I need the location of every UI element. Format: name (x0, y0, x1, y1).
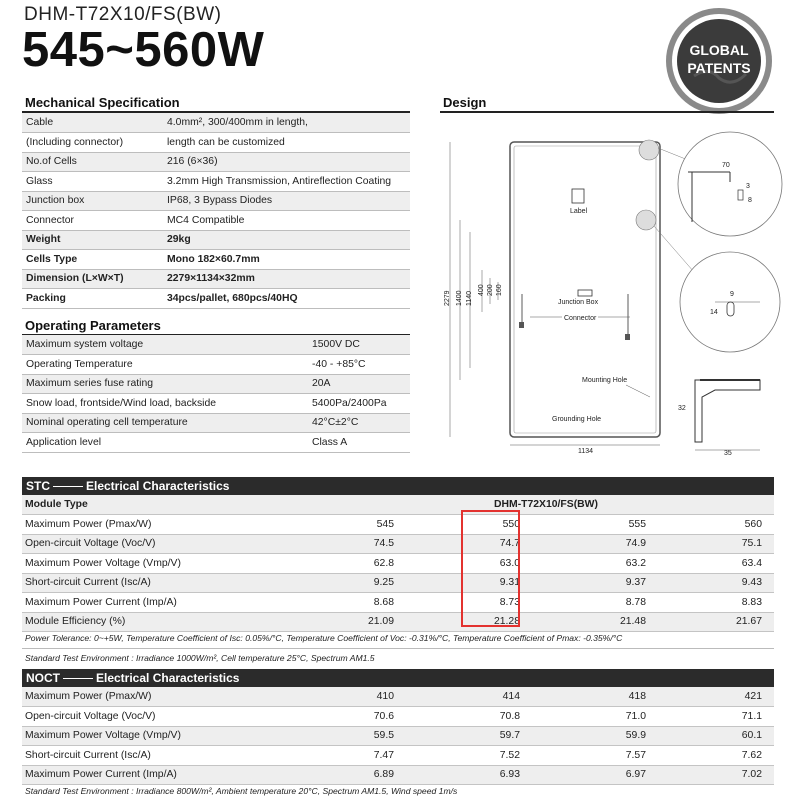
noct-val: 6.89 (208, 765, 394, 785)
stc-note-environment: Standard Test Environment : Irradiance 1000W/m², Cell temperature 25°C, Spectrum AM1.5 (25, 653, 375, 663)
noct-row (22, 765, 774, 785)
spec-row (22, 289, 410, 309)
spec-label: Connector (22, 211, 163, 231)
mounting-hole-label: Mounting Hole (582, 377, 628, 384)
operating-params-table (22, 335, 410, 453)
param-row (22, 433, 410, 453)
stc-val: 74.9 (520, 534, 646, 554)
noct-row (22, 707, 774, 727)
dim-200: 200 (487, 284, 494, 296)
noct-title: Electrical Characteristics (96, 671, 240, 685)
param-value: 1500V DC (308, 335, 410, 355)
stc-row (22, 534, 774, 554)
param-row (22, 355, 410, 375)
stc-row (22, 612, 774, 632)
spec-row (22, 211, 410, 231)
stc-heading-bar (22, 477, 774, 495)
dim-1140: 1140 (466, 290, 473, 306)
param-label: Nominal operating cell temperature (22, 413, 308, 433)
detail-35: 35 (724, 450, 732, 457)
stc-val: 74.7 (394, 534, 520, 554)
stc-val: 560 (646, 515, 774, 535)
param-value: 5400Pa/2400Pa (308, 394, 410, 414)
stc-val: 74.5 (208, 534, 394, 554)
noct-val: 7.62 (646, 746, 774, 766)
stc-val: 8.68 (208, 593, 394, 613)
spec-value: Mono 182×60.7mm (163, 250, 410, 270)
operating-params-heading: Operating Parameters (25, 318, 161, 333)
detail-9: 9 (730, 291, 734, 298)
noct-label: Maximum Power Current (Imp/A) (22, 765, 208, 785)
param-value: 20A (308, 374, 410, 394)
noct-val: 60.1 (646, 726, 774, 746)
stc-val: 63.0 (394, 554, 520, 574)
grounding-hole-label: Grounding Hole (552, 416, 602, 423)
connector-label: Connector (564, 315, 597, 322)
module-type-row (22, 495, 774, 515)
stc-val: 8.78 (520, 593, 646, 613)
stc-label: Maximum Power (Pmax/W) (22, 515, 208, 535)
module-outline (510, 142, 660, 437)
stc-val: 9.43 (646, 573, 774, 593)
noct-dash (63, 678, 93, 679)
stc-table (22, 495, 774, 632)
stc-note-rule (22, 648, 774, 649)
spec-value: IP68, 3 Bypass Diodes (163, 191, 410, 211)
param-label: Application level (22, 433, 308, 453)
stc-row (22, 573, 774, 593)
noct-val: 7.52 (394, 746, 520, 766)
param-row (22, 394, 410, 414)
spec-label: Weight (22, 230, 163, 250)
param-value: 42°C±2°C (308, 413, 410, 433)
noct-val: 7.47 (208, 746, 394, 766)
param-label: Maximum system voltage (22, 335, 308, 355)
label-box (572, 189, 584, 203)
noct-label: Short-circuit Current (Isc/A) (22, 746, 208, 766)
design-heading: Design (443, 95, 487, 110)
spec-label: Dimension (L×W×T) (22, 269, 163, 289)
stc-val: 9.25 (208, 573, 394, 593)
module-type-value: DHM-T72X10/FS(BW) (208, 495, 774, 515)
model-title: DHM-T72X10/FS(BW) (24, 4, 222, 25)
stc-label: Maximum Power Current (Imp/A) (22, 593, 208, 613)
stc-val: 63.4 (646, 554, 774, 574)
stc-val: 555 (520, 515, 646, 535)
spec-label: Glass (22, 172, 163, 192)
mechanical-spec-table (22, 113, 410, 309)
spec-label: Packing (22, 289, 163, 309)
dim-1400: 1400 (456, 290, 463, 306)
spec-row (22, 113, 410, 133)
corner-detail (678, 132, 782, 236)
spec-row (22, 269, 410, 289)
spec-value: 2279×1134×32mm (163, 269, 410, 289)
module-type-label: Module Type (22, 495, 208, 515)
stc-row (22, 515, 774, 535)
detail-3: 3 (746, 183, 750, 190)
stc-val: 8.83 (646, 593, 774, 613)
stc-label: Open-circuit Voltage (Voc/V) (22, 534, 208, 554)
noct-val: 70.6 (208, 707, 394, 727)
stc-label: Maximum Power Voltage (Vmp/V) (22, 554, 208, 574)
spec-label: Junction box (22, 191, 163, 211)
noct-val: 71.0 (520, 707, 646, 727)
spec-row (22, 172, 410, 192)
param-value: -40 - +85°C (308, 355, 410, 375)
noct-val: 7.57 (520, 746, 646, 766)
noct-val: 6.97 (520, 765, 646, 785)
stc-val: 8.73 (394, 593, 520, 613)
spec-value: length can be customized (163, 133, 410, 153)
param-label: Snow load, frontside/Wind load, backside (22, 394, 308, 414)
noct-label: Maximum Power (Pmax/W) (22, 687, 208, 707)
stc-val: 62.8 (208, 554, 394, 574)
design-drawing (430, 112, 790, 457)
noct-heading-bar (22, 669, 774, 687)
stc-val: 545 (208, 515, 394, 535)
detail-14: 14 (710, 309, 718, 316)
spec-label: (Including connector) (22, 133, 163, 153)
detail-32: 32 (678, 405, 686, 412)
dim-400: 400 (478, 284, 485, 296)
noct-table (22, 687, 774, 785)
stc-note-tolerance: Power Tolerance: 0~+5W, Temperature Coefficient of Isc: 0.05%/°C, Temperature Coefficient of Voc: -0.31%/°C, Temperature Coefficient of Pmax: -0.35%/°C (25, 633, 623, 643)
noct-val: 418 (520, 687, 646, 707)
param-value: Class A (308, 433, 410, 453)
spec-value: 34pcs/pallet, 680pcs/40HQ (163, 289, 410, 309)
spec-label: Cable (22, 113, 163, 133)
param-row (22, 335, 410, 355)
noct-val: 421 (646, 687, 774, 707)
noct-val: 6.93 (394, 765, 520, 785)
frame-profile (695, 380, 760, 442)
dim-2279: 2279 (444, 290, 451, 306)
stc-val: 75.1 (646, 534, 774, 554)
noct-val: 59.7 (394, 726, 520, 746)
stc-label: Module Efficiency (%) (22, 612, 208, 632)
noct-note-environment: Standard Test Environment : Irradiance 800W/m², Ambient temperature 20°C, Spectrum AM1.5, Wind speed 1m/s (25, 786, 458, 796)
noct-label: Maximum Power Voltage (Vmp/V) (22, 726, 208, 746)
spec-value: 3.2mm High Transmission, Antireflection Coating (163, 172, 410, 192)
stc-val: 21.67 (646, 612, 774, 632)
stc-val: 9.37 (520, 573, 646, 593)
spec-label: No.of Cells (22, 152, 163, 172)
noct-row (22, 726, 774, 746)
param-label: Maximum series fuse rating (22, 374, 308, 394)
mechanical-spec-heading: Mechanical Specification (25, 95, 180, 110)
stc-row (22, 593, 774, 613)
label-text: Label (570, 208, 588, 215)
stc-row (22, 554, 774, 574)
spec-value: 216 (6×36) (163, 152, 410, 172)
stc-dash (53, 486, 83, 487)
noct-prefix: NOCT (26, 671, 60, 685)
spec-label: Cells Type (22, 250, 163, 270)
noct-val: 410 (208, 687, 394, 707)
detail-70: 70 (722, 162, 730, 169)
noct-label: Open-circuit Voltage (Voc/V) (22, 707, 208, 727)
noct-val: 71.1 (646, 707, 774, 727)
noct-row (22, 746, 774, 766)
spec-row (22, 191, 410, 211)
noct-val: 414 (394, 687, 520, 707)
dim-160: 160 (496, 284, 503, 296)
junction-box-label: Junction Box (558, 299, 599, 306)
param-row (22, 413, 410, 433)
stc-title: Electrical Characteristics (86, 479, 230, 493)
spec-value: 29kg (163, 230, 410, 250)
power-range-title: 545~560W (22, 23, 265, 77)
stc-val: 550 (394, 515, 520, 535)
spec-value: 4.0mm², 300/400mm in length, (163, 113, 410, 133)
junction-box (578, 290, 592, 296)
highlight-box-550w (461, 510, 520, 627)
detail-8: 8 (748, 197, 752, 204)
spec-row (22, 250, 410, 270)
noct-val: 7.02 (646, 765, 774, 785)
noct-val: 70.8 (394, 707, 520, 727)
spec-row (22, 133, 410, 153)
stc-prefix: STC (26, 479, 50, 493)
noct-val: 59.9 (520, 726, 646, 746)
spec-value: MC4 Compatible (163, 211, 410, 231)
spec-row (22, 230, 410, 250)
noct-val: 59.5 (208, 726, 394, 746)
stc-val: 63.2 (520, 554, 646, 574)
stc-val: 21.09 (208, 612, 394, 632)
dim-width: 1134 (578, 448, 594, 455)
stc-val: 21.48 (520, 612, 646, 632)
noct-row (22, 687, 774, 707)
stc-label: Short-circuit Current (Isc/A) (22, 573, 208, 593)
stc-val: 21.28 (394, 612, 520, 632)
stc-val: 9.31 (394, 573, 520, 593)
spec-row (22, 152, 410, 172)
badge-line2: PATENTS (687, 60, 751, 76)
global-patents-badge (664, 6, 774, 116)
param-label: Operating Temperature (22, 355, 308, 375)
badge-line1: GLOBAL (689, 42, 749, 58)
param-row (22, 374, 410, 394)
